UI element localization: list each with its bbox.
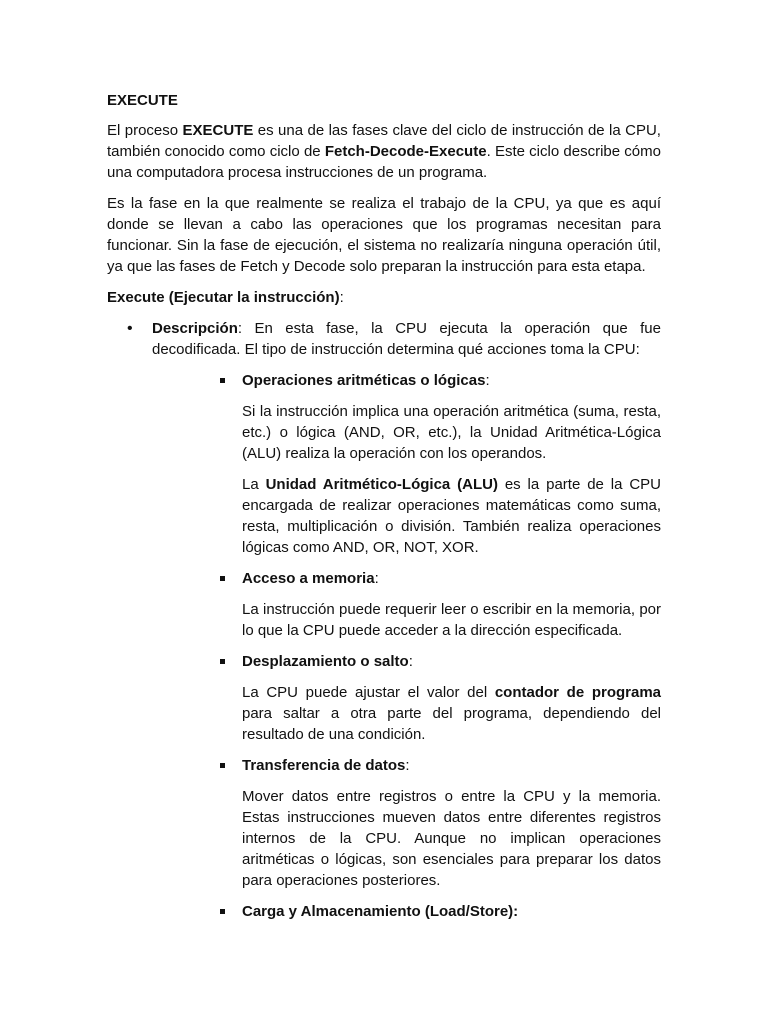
operation-list <box>107 370 661 922</box>
list-item-paragraph <box>242 474 661 558</box>
list-item-title <box>242 755 661 776</box>
list-item-title <box>242 651 661 672</box>
text-run: La <box>242 476 266 493</box>
description-text <box>152 318 661 360</box>
text-run: es la parte de la CPU encargada de realizar operaciones matemáticas como suma, resta, multiplicación o división. También realiza operaciones lógicas como AND, OR, NOT, XOR. <box>242 476 661 556</box>
list-item-title <box>242 901 661 922</box>
square-bullet-icon <box>220 378 225 383</box>
text-run: : En esta fase, la CPU ejecuta la operación que fue decodificada. El tipo de instrucción determina qué acciones toma la CPU: <box>152 320 661 358</box>
bold-run: Descripción <box>152 320 238 337</box>
list-item-paragraph: Si la instrucción implica una operación aritmética (suma, resta, etc.) o lógica (AND, OR, etc.), la Unidad Aritmética-Lógica (ALU) realiza la operación con los operandos. <box>242 403 661 462</box>
description-bullet <box>107 318 661 360</box>
text-run: : <box>374 570 379 587</box>
square-bullet-icon <box>220 659 225 664</box>
list-item-title <box>242 370 661 391</box>
section-heading-text: Execute (Ejecutar la instrucción) <box>107 289 340 306</box>
bullet-dot-icon: • <box>127 320 133 337</box>
list-item-paragraph <box>242 682 661 745</box>
text-run: es una de las fases clave del ciclo de instrucción de la CPU, también conocido como ciclo de <box>107 122 661 160</box>
bold-run: Transferencia de datos <box>242 757 406 774</box>
section-heading-colon: : <box>339 289 344 306</box>
bold-run: Operaciones aritméticas o lógicas <box>242 372 486 389</box>
text-run: : <box>485 372 490 389</box>
bold-run: EXECUTE <box>182 122 254 139</box>
explanation-paragraph: Es la fase en la que realmente se realiza el trabajo de la CPU, ya que es aquí donde se llevan a cabo las operaciones que los programas necesitan para funcionar. Sin la fase de ejecución, el sistema no realizaría ninguna operación útil, ya que las fases de Fetch y Decode solo preparan la instrucción para esta etapa. <box>107 195 661 275</box>
document-title: EXECUTE <box>107 92 178 109</box>
bold-run: Unidad Aritmético-Lógica (ALU) <box>265 476 498 493</box>
bold-run: Fetch-Decode-Execute <box>324 143 487 160</box>
list-item-paragraph: Mover datos entre registros o entre la CPU y la memoria. Estas instrucciones mueven datos entre diferentes registros internos de la CPU. Aunque no implican operaciones aritméticas o lógicas, son esenciales para preparar los datos para operaciones posteriores. <box>242 788 661 889</box>
square-bullet-icon <box>220 576 225 581</box>
list-item-title <box>242 568 661 589</box>
list-item-paragraph: La instrucción puede requerir leer o escribir en la memoria, por lo que la CPU puede acceder a la dirección especificada. <box>242 601 661 639</box>
document-body <box>107 90 661 932</box>
text-run: El proceso <box>107 122 183 139</box>
text-run: : <box>405 757 410 774</box>
bold-run: Desplazamiento o salto <box>242 653 409 670</box>
bold-run: Acceso a memoria <box>242 570 375 587</box>
square-bullet-icon <box>220 909 225 914</box>
intro-paragraph <box>107 120 661 183</box>
bold-run: Carga y Almacenamiento (Load/Store): <box>242 903 519 920</box>
bold-run: contador de programa <box>494 684 661 701</box>
text-run: : <box>408 653 413 670</box>
section-heading <box>107 287 661 308</box>
square-bullet-icon <box>220 763 225 768</box>
text-run: . Este ciclo describe cómo una computadora procesa instrucciones de un programa. <box>107 143 661 181</box>
text-run: La CPU puede ajustar el valor del <box>242 684 495 701</box>
text-run: para saltar a otra parte del programa, dependiendo del resultado de una condición. <box>242 705 661 743</box>
